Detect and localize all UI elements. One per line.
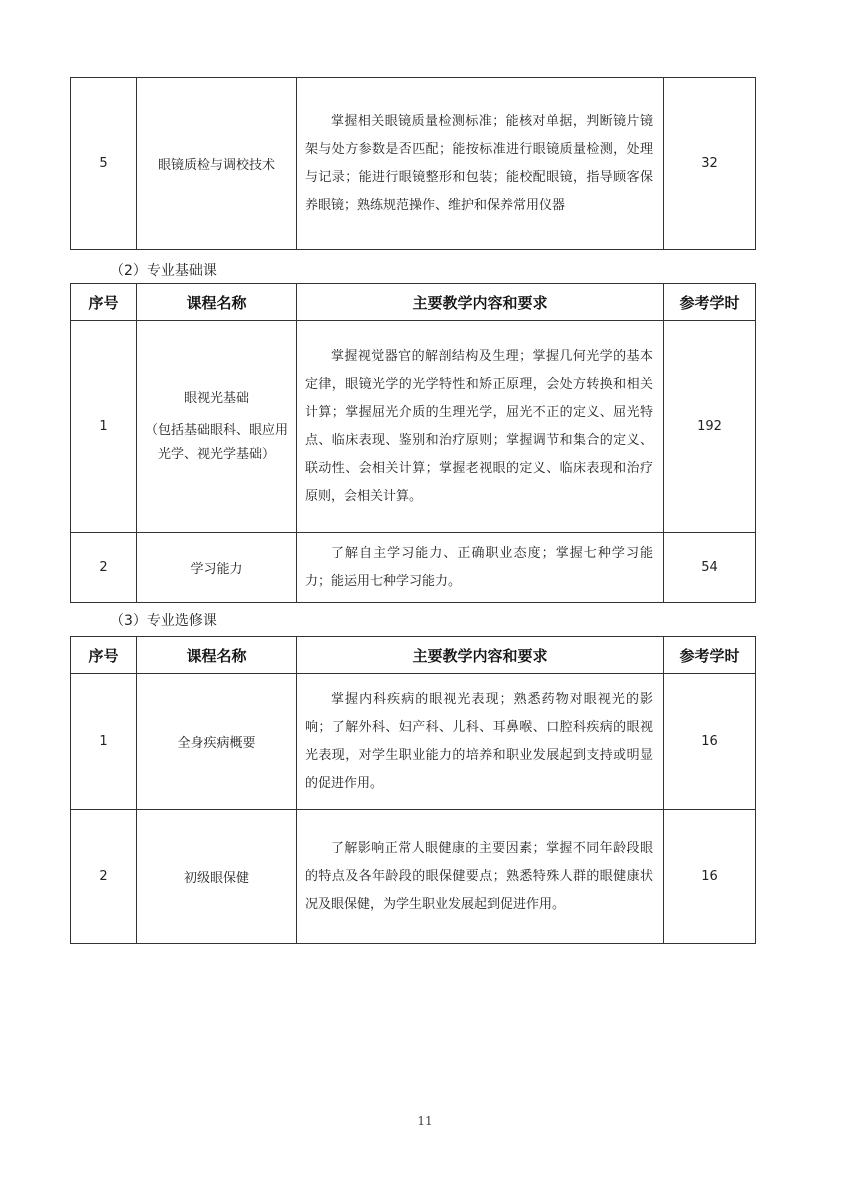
- course-content: 掌握相关眼镜质量检测标准；能核对单据，判断镜片镜架与处方参数是否匹配；能按标准进行眼镜质量检测，处理与记录；能进行眼镜整形和包装；能校配眼镜，指导顾客保养眼镜；熟练规范操作、维护和保养常用仪器: [297, 78, 664, 250]
- header-reference-hours: 参考学时: [664, 284, 756, 321]
- course-name: 全身疾病概要: [137, 674, 297, 810]
- course-name-main: 眼视光基础: [183, 390, 249, 406]
- header-serial-number: 序号: [71, 284, 137, 321]
- table-header-row: [71, 637, 756, 674]
- table-top-continuation: [70, 77, 756, 250]
- course-hours: 32: [664, 78, 756, 250]
- header-main-content: 主要教学内容和要求: [297, 637, 664, 674]
- page-number: 11: [417, 1114, 433, 1128]
- course-name: [137, 321, 297, 533]
- header-reference-hours: 参考学时: [664, 637, 756, 674]
- header-course-name: 课程名称: [137, 284, 297, 321]
- table-row: [71, 533, 756, 603]
- course-number: 1: [71, 674, 137, 810]
- course-number: 1: [71, 321, 137, 533]
- course-number: 2: [71, 533, 137, 603]
- course-content: 掌握视觉器官的解剖结构及生理；掌握几何光学的基本定律，眼镜光学的光学特性和矫正原理，会处方转换和相关计算；掌握屈光介质的生理光学，屈光不正的定义、屈光特点、临床表现、鉴别和治疗原则；掌握调节和集合的定义、联动性、会相关计算；掌握老视眼的定义、临床表现和治疗原则，会相关计算。: [297, 321, 664, 533]
- course-hours: 54: [664, 533, 756, 603]
- course-name: 眼镜质检与调校技术: [137, 78, 297, 250]
- course-content: 了解自主学习能力、正确职业态度；掌握七种学习能力；能运用七种学习能力。: [297, 533, 664, 603]
- header-course-name: 课程名称: [137, 637, 297, 674]
- course-hours: 16: [664, 810, 756, 944]
- table-row: [71, 810, 756, 944]
- table-row: [71, 321, 756, 533]
- section-heading-professional-elective: （3）专业选修课: [110, 613, 217, 629]
- course-number: 2: [71, 810, 137, 944]
- header-main-content: 主要教学内容和要求: [297, 284, 664, 321]
- section-heading-professional-foundation: （2）专业基础课: [110, 263, 217, 279]
- table-row: [71, 78, 756, 250]
- table-header-row: [71, 284, 756, 321]
- course-name-detail: （包括基础眼科、眼应用光学、视光学基础）: [144, 422, 288, 462]
- course-hours: 192: [664, 321, 756, 533]
- course-content: 了解影响正常人眼健康的主要因素；掌握不同年龄段眼的特点及各年龄段的眼保健要点；熟悉特殊人群的眼健康状况及眼保健，为学生职业发展起到促进作用。: [297, 810, 664, 944]
- course-content: 掌握内科疾病的眼视光表现；熟悉药物对眼视光的影响；了解外科、妇产科、儿科、耳鼻喉、口腔科疾病的眼视光表现，对学生职业能力的培养和职业发展起到支持或明显的促进作用。: [297, 674, 664, 810]
- course-hours: 16: [664, 674, 756, 810]
- table-row: [71, 674, 756, 810]
- table-professional-elective: [70, 636, 756, 944]
- course-name: 学习能力: [137, 533, 297, 603]
- table-professional-foundation: [70, 283, 756, 603]
- course-name: 初级眼保健: [137, 810, 297, 944]
- header-serial-number: 序号: [71, 637, 137, 674]
- course-number: 5: [71, 78, 137, 250]
